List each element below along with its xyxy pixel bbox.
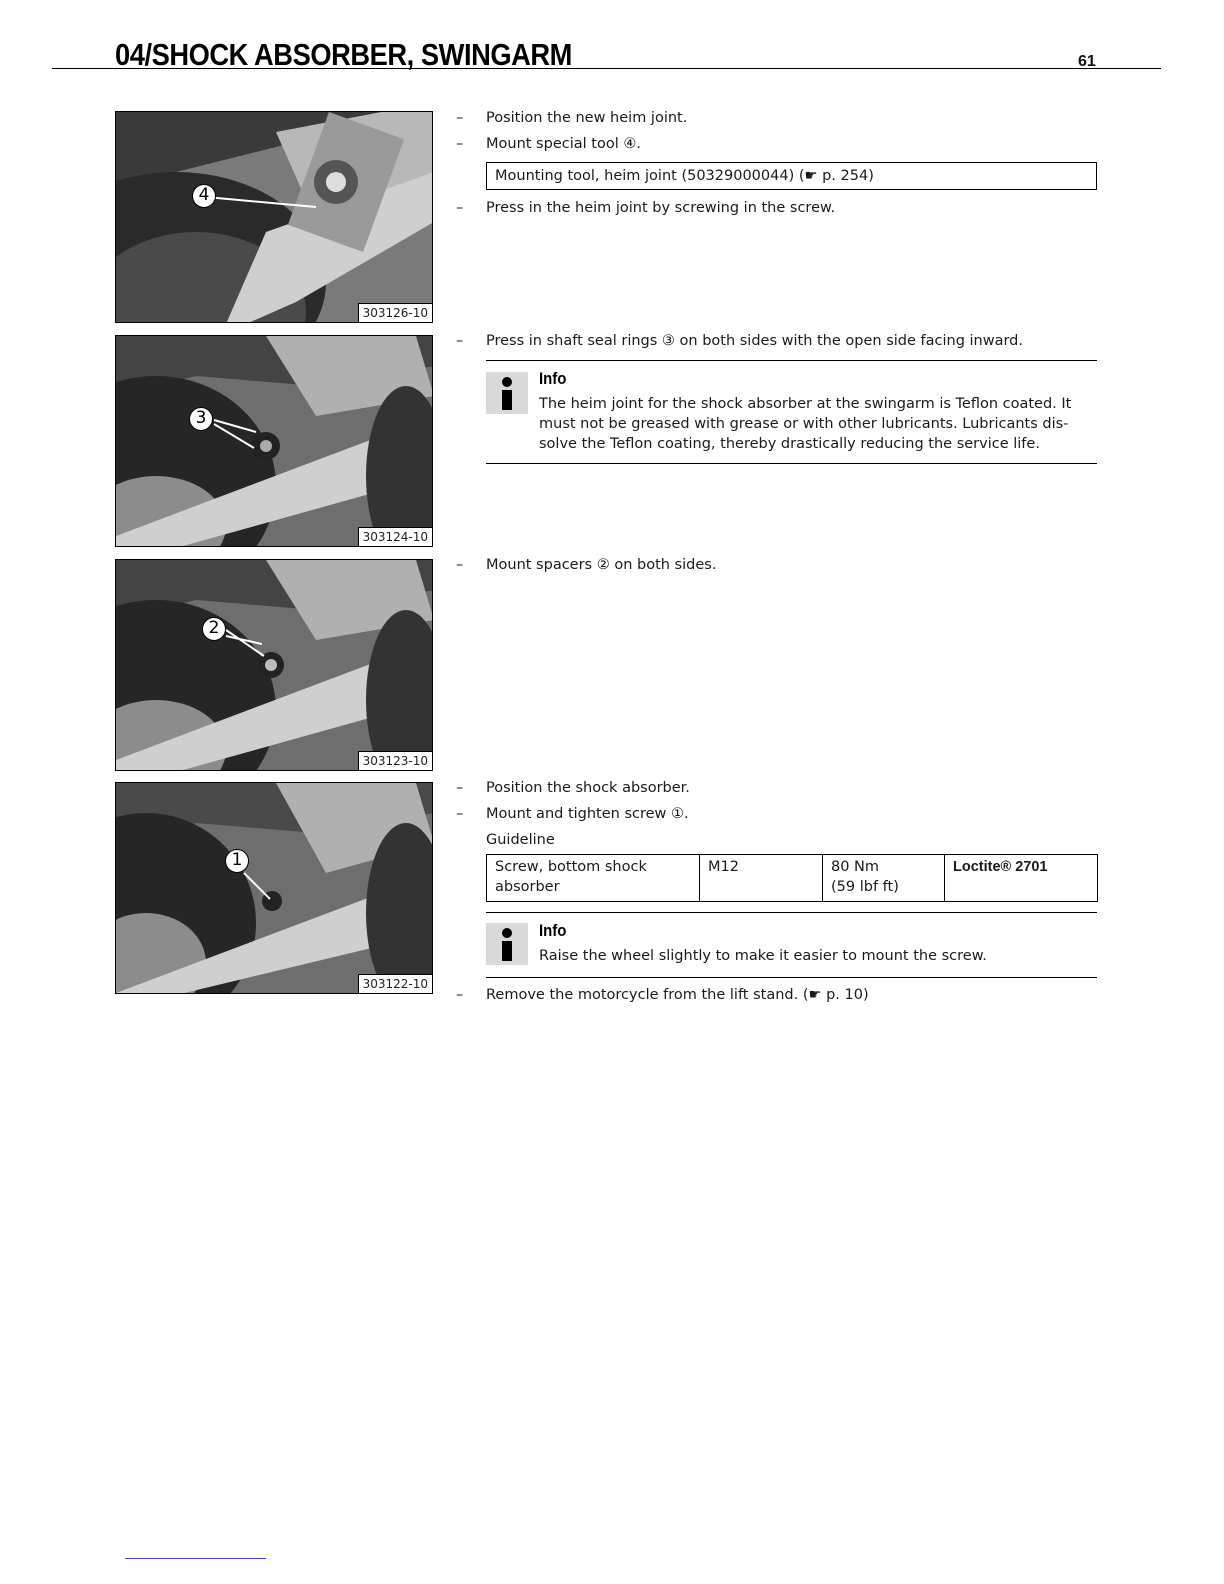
spec-torque-cell [823,855,945,902]
table-row [487,855,1098,902]
info-text: Raise the wheel slightly to make it easier to mount the screw. [539,948,987,964]
spec-locking-cell: Loctite® 2701 [945,855,1098,902]
photo-spacers [115,559,433,771]
info-title: Info [539,921,567,940]
info-text-line: must not be greased with grease or with other lubricants. Lubricants dis- [539,416,1069,432]
step-dash: – [456,987,464,1003]
step-text: Mount special tool ④. [486,136,641,152]
step-dash: – [456,333,464,349]
photo-code: 303124-10 [358,527,432,546]
step-text: Position the new heim joint. [486,110,688,126]
info-text-line: The heim joint for the shock absorber at the swingarm is Teflon coated. It [539,396,1072,412]
photo-heim-joint-tool [115,111,433,323]
step-dash: – [456,557,464,573]
callout-number: 2 [202,617,226,641]
callout-number: 1 [225,849,249,873]
photo-code: 303126-10 [358,303,432,322]
step-dash: – [456,780,464,796]
step-text: Mount and tighten screw ①. [486,806,689,822]
step-dash: – [456,200,464,216]
header-rule [52,68,1161,69]
step-text: Press in shaft seal rings ③ on both sides with the open side facing inward. [486,333,1023,349]
spec-name-cell [487,855,700,902]
special-tool-box: Mounting tool, heim joint (50329000044) (☛ p. 254) [486,162,1097,190]
photo-code: 303123-10 [358,751,432,770]
callout-number: 4 [192,184,216,208]
step-dash: – [456,136,464,152]
spec-torque-line: 80 Nm [831,859,880,875]
info-icon [486,923,528,965]
photo-illustration [116,560,433,771]
step-text: Remove the motorcycle from the lift stand. (☛ p. 10) [486,987,869,1003]
photo-illustration [116,336,433,547]
spec-name-line: absorber [495,879,560,895]
step-text: Press in the heim joint by screwing in the screw. [486,200,836,216]
step-dash: – [456,806,464,822]
callout-number: 3 [189,407,213,431]
info-note-teflon [486,360,1097,464]
step-dash: – [456,110,464,126]
photo-shaft-seal-rings [115,335,433,547]
info-title: Info [539,369,567,388]
spec-name-line: Screw, bottom shock [495,859,647,875]
info-note-raise-wheel [486,912,1097,978]
page-title: 04/SHOCK ABSORBER, SWINGARM [115,37,572,72]
torque-spec-table [486,854,1098,902]
guideline-label: Guideline [486,832,555,848]
spec-thread-cell: M12 [700,855,823,902]
photo-bottom-screw [115,782,433,994]
photo-code: 303122-10 [358,974,432,993]
photo-illustration [116,783,433,994]
info-text-line: solve the Teflon coating, thereby drastically reducing the service life. [539,436,1040,452]
spec-torque-line: (59 lbf ft) [831,879,899,895]
info-icon [486,372,528,414]
photo-illustration [116,112,433,323]
step-text: Position the shock absorber. [486,780,690,796]
footnote-line [125,1558,266,1559]
page-number: 61 [1078,53,1096,70]
step-text: Mount spacers ② on both sides. [486,557,717,573]
